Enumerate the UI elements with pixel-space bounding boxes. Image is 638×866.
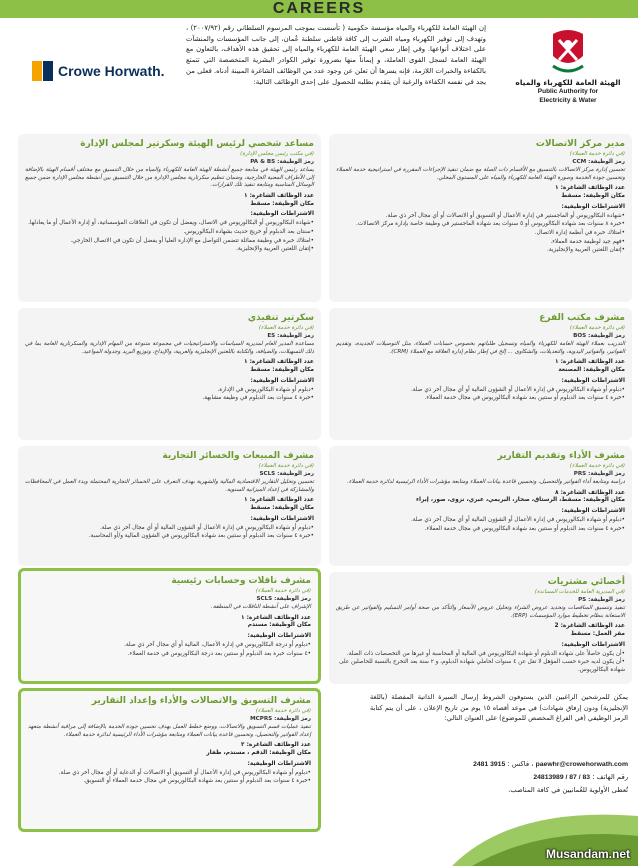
job-panel xyxy=(18,308,321,440)
job-location: مكان الوظيفة: مسندم xyxy=(247,622,311,629)
job-location: مكان الوظيفة: مسقط xyxy=(250,200,314,207)
job-vacancies: عدد الوظائف الشاغرة: ١ xyxy=(241,614,311,621)
job-department: (في دائرة خدمة العملاء) xyxy=(255,708,311,715)
job-title: مشرف ناقلات وحسابات رئيسية xyxy=(171,576,311,586)
list-item: •دبلوم أو شهادة البكالوريوس في إدارة الأعمال أو الشؤون المالية أو أي مجال آخر ذي صلة. xyxy=(410,517,625,524)
list-item: •امتلاك خبرة في أنظمة إدارة الاتصال. xyxy=(534,230,625,237)
job-requirements-label: الاشتراطات الوظيفية: xyxy=(247,633,311,640)
job-title: سكرتير تنفيذي xyxy=(247,313,314,323)
job-requirements-label: الاشتراطات الوظيفية: xyxy=(247,760,311,767)
job-description: تحسين إدارة مركز الاتصالات بالتنسيق مع الأقسام ذات الصلة مع ضمان تنفيذ الإجراءات المقررة في استراتيجية خدمة العملاء وتحسين جودة الخدمة وصورة الهيئة العامة للكهرباء والمياه على المستوى المحلي. xyxy=(336,167,625,181)
job-description: تنفيذ عمليات قسم التسويق والاتصالات، ووضع خطط العمل بهدف تحسين جودة الخدمة بالإضافة إلى مراقبة أنشطة متعهد إعداد الفواتير والتحصيل، وتحسين قاعدة بيانات العملاء ومتابعة مؤشرات الأداء الرئيسية لدائرة خدمة العملاء. xyxy=(28,724,311,738)
job-requirements-list xyxy=(28,642,311,658)
job-vacancies: عدد الوظائف الشاغرة: 2 xyxy=(554,623,625,630)
job-title: مشرف الأداء وتقديم التقارير xyxy=(497,451,625,461)
list-item: •إتقان اللغتين العربية والإنجليزية. xyxy=(236,246,314,253)
job-requirements-list xyxy=(336,517,625,533)
job-requirements-label: الاشتراطات الوظيفية: xyxy=(561,377,625,384)
job-location: مكان الوظيفة: مسقط xyxy=(250,505,314,512)
job-code: رمز الوظيفة: CCM xyxy=(572,158,625,165)
job-location: مقر العمل: مسقط xyxy=(570,631,625,638)
crowe-logo-text: Crowe Horwath. xyxy=(58,63,165,79)
phone-numbers: 24813989 / 87 / 83 xyxy=(533,774,591,782)
fax-label: ، فاكس : xyxy=(507,760,534,768)
job-department: (في دائرة خدمة العملاء) xyxy=(569,151,625,158)
list-item: •أن يكون لديه خبرة حسب المؤهل لا تقل عن ٤ سنوات لحاملي شهادة الدبلوم، و ٢ سنة بعد التخرج بالنسبة للحاصلين على شهادة البكالوريوس. xyxy=(339,659,625,674)
job-panel xyxy=(18,134,321,302)
job-requirements-label: الاشتراطات الوظيفية: xyxy=(561,641,625,648)
list-item: •دبلوم أو شهادة البكالوريوس في إدارة الأعمال أو الشؤون المالية أو أي مجال آخر ذي صلة. xyxy=(99,524,314,531)
job-department: (في مكتب رئيس مجلس الإدارة) xyxy=(240,151,314,158)
job-vacancies: عدد الوظائف الشاغرة: ٨ xyxy=(555,489,625,496)
job-description: مساعدة المدير العام لمديرية السياسات والاستراتيجيات في مجموعة متنوعة من المهام الإدارية والسكرتارية العامة بما في ذلك التسهيلات، والضيافة، والكتابة باللغتين الإنجليزية والعربية، والإيداع، وتوزيع البريد وجدولة المواعيد. xyxy=(25,341,314,355)
job-title: مشرف مكتب الفرع xyxy=(539,313,625,323)
job-requirements-list xyxy=(336,213,625,255)
pae-logo xyxy=(504,26,632,126)
phone-label: رقم الهاتف : xyxy=(592,773,628,782)
job-description: دراسة ومتابعة أداء الفواتير والتحصيل، وتحسين قاعدة بيانات العملاء ومتابعة مؤشرات الأداء الرئيسية لدائرة خدمة العملاء. xyxy=(346,479,625,486)
list-item: •شهادة البكالوريوس أو البكالوريوس في الاتصال، ويفضل أن تكون في العلاقات المؤسساتية، أو إدارة الأعمال أو ما يعادلها. xyxy=(28,220,314,227)
job-vacancies: عدد الوظائف الشاغرة: ١ xyxy=(244,497,314,504)
page-title: CAREERS xyxy=(272,0,366,17)
job-requirements-list xyxy=(336,387,625,403)
job-requirements-label: الاشتراطات الوظيفية: xyxy=(561,203,625,210)
list-item: •٤ سنوات خبرة بعد الدبلوم أو سنتين بعد درجة البكالوريوس في خدمة العملاء. xyxy=(127,650,311,657)
job-department: (في دائرة خدمة العملاء) xyxy=(255,588,311,595)
job-code: رمز الوظيفة: PA & BS xyxy=(250,158,314,165)
job-requirements-label: الاشتراطات الوظيفية: xyxy=(250,515,314,522)
list-item: •خبرة ٤ سنوات بعد الدبلوم أو سنتين بعد شهادة البكالوريوس في الشؤون المالية و/أو المحاسبة. xyxy=(88,533,314,540)
job-vacancies: عدد الوظائف الشاغرة: ١ xyxy=(244,359,314,366)
list-item: •خبرة ٤ سنوات بعد الدبلوم أو سنتين بعد شهادة البكالوريوس في مجال خدمة العملاء أو التسويق. xyxy=(83,778,311,785)
job-vacancies: عدد الوظائف الشاغرة: ١ xyxy=(555,359,625,366)
job-title: مشرف التسويق والاتصالات والأداء وإعداد التقارير xyxy=(91,696,311,706)
job-department: (في دائرة خدمة العملاء) xyxy=(569,463,625,470)
email-link[interactable]: paewhr@crowehorwath.com xyxy=(535,761,628,768)
list-item: •خبرة ٤ سنوات بعد الدبلوم أو سنتين بعد شهادة البكالوريوس في مجال خدمة العملاء. xyxy=(424,525,625,532)
job-title: مشرف المبيعات والخسائر التجارية xyxy=(162,451,314,461)
job-title: مدير مركز الاتصالات xyxy=(535,139,625,149)
job-requirements-label: الاشتراطات الوظيفية: xyxy=(561,508,625,515)
job-code: رمز الوظيفة: ES xyxy=(267,332,314,339)
job-code: رمز الوظيفة: PS xyxy=(578,596,625,603)
job-vacancies: عدد الوظائف الشاغرة: ١ xyxy=(244,192,314,199)
list-item: •دبلوم أو شهادة البكالوريوس في إدارة الأعمال أو التسويق أو الاتصالات أو الدعاية أو أي مجال آخر ذي صلة. xyxy=(58,769,311,776)
list-item: •امتلاك خبرة في وظيفة مماثلة تتضمن التواصل مع الإدارة العليا أو يفضل أن تكون في الاتصال الخارجي. xyxy=(70,237,314,244)
job-location: مكان الوظيفة: المصنعة xyxy=(558,367,625,374)
job-department: (في دائرة خدمة العملاء) xyxy=(258,325,314,332)
pae-name-english-1: Public Authority for xyxy=(537,88,599,96)
email-line xyxy=(370,758,628,771)
job-requirements-label: الاشتراطات الوظيفية: xyxy=(250,377,314,384)
job-description: تنفيذ وتنسيق المناقصات وتحديد عروض الشراء وتحليل عروض الأسعار والتأكد من صحة أوامر التسليم والفواتير عن طريق الاستعانة بنظام تخطيط موارد المؤسسات (ERP). xyxy=(336,605,625,619)
job-requirements-list xyxy=(25,525,314,541)
job-description: التدريب بعملاء الهيئة العامة للكهرباء والمياه وتسجيل طلباتهم بخصوص حسابات العملاء، مثل التوصيلات الجديدة، وتقديم الفواتير، والفواتير اليدوية، والتعديلات، والشكاوى ... إلخ في إطار نظام إدارة العلاقة مع العملاء (CRM). xyxy=(336,341,625,355)
job-panel xyxy=(329,446,632,566)
list-item: •أن يكون حاصلاً على شهادة الدبلوم أو شهادة البكالوريوس في المالية أو المحاسبة أو غيرها من التخصصات ذات الصلة. xyxy=(346,650,625,657)
list-item: •سنتان بعد الدبلوم أو خريج حديث بشهادة البكالوريوس. xyxy=(183,228,314,235)
contact-block xyxy=(370,758,628,797)
list-item: •شهادة البكالوريوس أو الماجستير في إدارة الأعمال أو التسويق أو الاتصالات أو أي مجال آخر ذي صلة. xyxy=(385,212,625,219)
job-panel xyxy=(329,134,632,302)
job-requirements-list xyxy=(25,387,314,403)
job-code: رمز الوظيفة: SCLS xyxy=(256,595,311,602)
job-requirements-label: الاشتراطات الوظيفية: xyxy=(250,211,314,218)
job-code: رمز الوظيفة: SCLS xyxy=(259,470,314,477)
crowe-horwath-logo xyxy=(30,58,170,84)
priority-note: تُعطى الأولوية للعُمانيين في كافة المناصب. xyxy=(508,786,628,795)
job-vacancies: عدد الوظائف الشاغرة: ٢ xyxy=(241,742,311,749)
job-title: أخصائي مشتريات xyxy=(547,577,625,587)
job-panel xyxy=(18,446,321,566)
list-item: •فهم جيد لوظيفة خدمة العملاء. xyxy=(550,238,625,245)
pae-name-english-2: Electricity & Water xyxy=(539,96,597,104)
job-panel-highlighted xyxy=(18,568,321,684)
job-description: تحسين وتحليل التقارير الاقتصادية المالية والشهرية بهدف التعرف على الخسائر التجارية المحتملة وبدء العمل في المحافظات والمشاركة في إعداد الميزانية السنوية. xyxy=(25,479,314,493)
job-department: (في دائرة خدمة العملاء) xyxy=(258,463,314,470)
job-vacancies: عدد الوظائف الشاغرة: ١ xyxy=(555,185,625,192)
job-code: رمز الوظيفة: PRS xyxy=(573,470,625,477)
crowe-mark-icon xyxy=(30,58,56,84)
oman-emblem-icon xyxy=(545,26,591,76)
job-panel xyxy=(329,308,632,440)
pae-name-arabic: الهيئة العامة للكهرباء والمياه xyxy=(515,78,621,87)
job-department: (في دائرة خدمة العملاء) xyxy=(569,325,625,332)
job-requirements-list xyxy=(28,770,311,786)
job-location: مكان الوظيفة: الدقم ، مسندم، ظفار xyxy=(206,750,311,757)
list-item: •خبرة ٤ سنوات بعد الدبلوم أو سنتين بعد شهادة البكالوريوس في مجال خدمة العملاء. xyxy=(424,395,625,402)
job-location: مكان الوظيفة: مسقط xyxy=(561,193,625,200)
job-requirements-list xyxy=(25,220,314,254)
list-item: •إتقان اللغتين العربية والإنجليزية. xyxy=(547,247,625,254)
list-item: •دبلوم أو درجة البكالوريوس في إدارة الأعمال، المالية أو أي مجال آخر ذي صلة. xyxy=(124,642,311,649)
phone-line xyxy=(370,771,628,784)
job-code: رمز الوظيفة: BOS xyxy=(573,332,625,339)
application-instructions: يمكن للمرشحين الراغبين الذين يستوفون الشروط إرسال السيرة الذاتية المفصلة (باللغة الإنجليزية) ودون إرفاق شهادات) في موعد أقصاه ١٥ يوم من تاريخ الإعلان ، على أن يتم كتابة الرمز الوظيفي (في الفراغ المخصص للموضوع) على العنوان التالي: xyxy=(370,693,628,723)
job-panel-highlighted xyxy=(18,688,321,832)
intro-paragraph: إن الهيئة العامة للكهرباء والمياه مؤسسة حكومية ( تأسست بموجب المرسوم السلطاني رقم (٢٠٠٧/٩٢) ، وتهدف إلى توفير الكهرباء ومياه الشرب إلى كافة قاطني سلطنة عُمان، إلى جانب المؤسسات والمنشآت على اختلاف أنواعها. وفي إطار سعي الهيئة العامة للكهرباء والمياه إلى تحقيق هذه الأهداف، بالتعاون مع الهيئة العامة لسجل القوى العاملة، و إيماناً منها بضرورة توفير الكوادر البشرية المتخصصة التي تتمتع بالكفاءة والخبرات اللازمة، فإنه يسرها أن تعلن عن وجود عدد من الوظائف الشاغرة المبينة أدناه. فعلى من يجد في نفسه الكفاءة والرغبة أن يتقدم بطلبه للحصول على إحدى الوظائف التالية: xyxy=(186,24,486,86)
list-item: •دبلوم أو شهادة البكالوريوس في الإدارة. xyxy=(217,386,314,393)
fax-number: 2481 3915 xyxy=(473,761,506,768)
list-item: •دبلوم أو شهادة البكالوريوس في إدارة الأعمال أو الشؤون المالية أو أي مجال آخر ذي صلة. xyxy=(410,386,625,393)
job-panel xyxy=(329,572,632,684)
watermark: Musandam.net xyxy=(545,846,630,861)
job-location: مكان الوظيفة: مسقط xyxy=(250,367,314,374)
list-item: •خبرة ٨ سنوات بعد شهادة البكالوريوس أو ٥ سنوات بعد شهادة الماجستير في وظيفة خاصة بإدارة مركز الاتصالات. xyxy=(356,221,625,228)
job-description: يساعد رئيس الهيئة في متابعة جميع أنشطة الهيئة العامة للكهرباء والمياه من خلال التنسيق مع مختلف أقسام الهيئة بالإضافة إلى الأطراف المعنية الخارجية، وضمان تنظيم سكرتارية مجلس الإدارة من خلال التنسيق بين أنشطة مجلس الإدارة ضمن جميع الوسائل المناسبة ومتابعة تنفيذ تلك القرارات. xyxy=(25,167,314,189)
job-description: الإشراف على أنشطة الناقلات في المنطقة. xyxy=(211,604,311,611)
job-department: (في المديرية العامة للخدمات المساندة) xyxy=(534,589,625,596)
job-title: مساعد شخصي لرئيس الهيئة وسكرتير لمجلس الإدارة xyxy=(80,139,314,149)
list-item: •خبرة ٤ سنوات بعد الدبلوم في وظيفة مشابهة. xyxy=(202,395,314,402)
job-requirements-list xyxy=(336,651,625,675)
job-location: مكان الوظيفة: مسقط، الرستاق، صحار، البريمي، عبري، نزوى، صور، إبراء xyxy=(416,497,625,504)
job-code: رمز الوظيفة: MCPRS xyxy=(250,715,311,722)
